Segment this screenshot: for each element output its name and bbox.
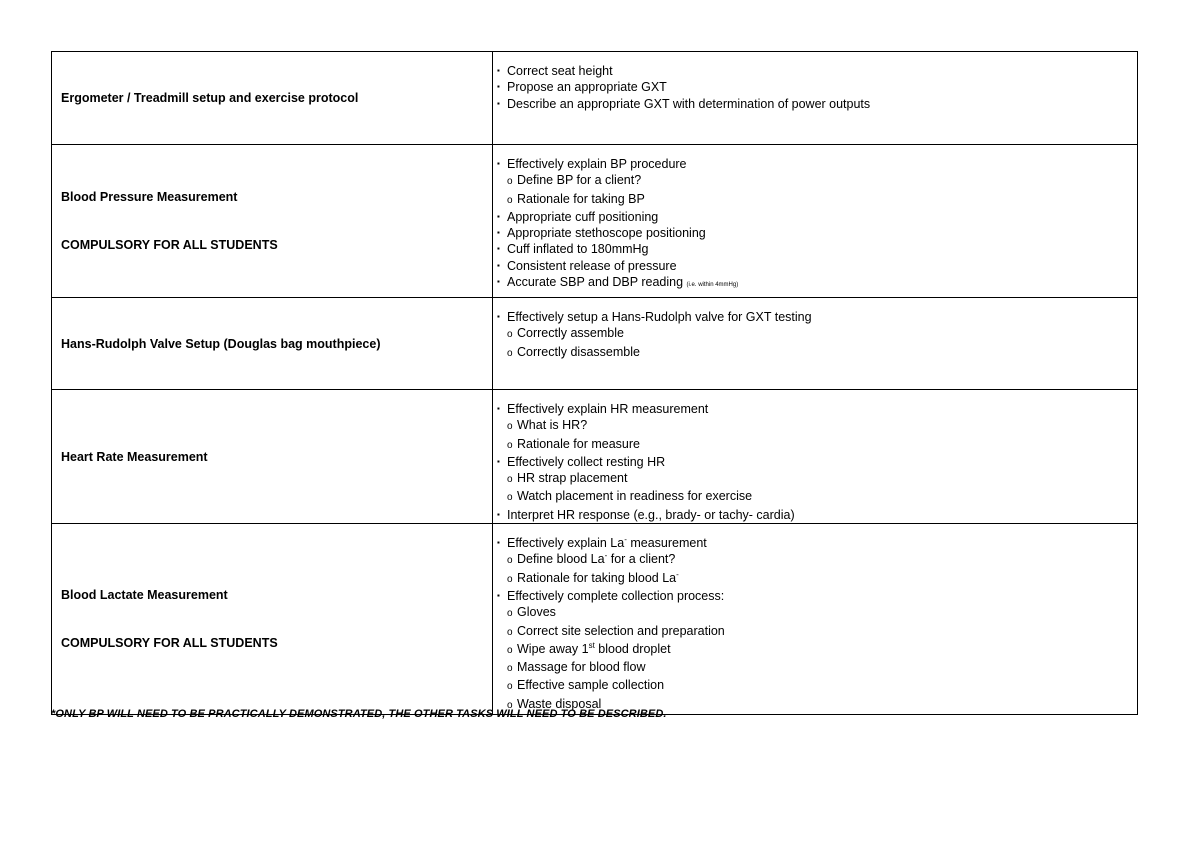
circle-bullet-icon: o [507, 421, 513, 433]
circle-bullet-icon: o [507, 347, 513, 359]
criteria-cell [493, 298, 1138, 390]
circle-bullet-icon: o [507, 555, 513, 567]
criteria-item [497, 454, 1137, 470]
task-title: Blood Pressure Measurement [61, 190, 238, 204]
criteria-cell [493, 390, 1138, 524]
criteria-item [497, 588, 1137, 604]
criteria-text: Effectively explain HR measurement [507, 402, 709, 416]
criteria-subitem [497, 641, 1137, 659]
criteria-text: Rationale for taking BP [517, 191, 645, 206]
criteria-text: Rationale for taking blood La [517, 570, 677, 585]
circle-bullet-icon: o [507, 176, 513, 188]
criteria-subitem [497, 191, 1137, 209]
criteria-text: Describe an appropriate GXT with determination of power outputs [507, 96, 871, 111]
table-row-heart-rate [52, 390, 1138, 524]
criteria-text: Correct seat height [507, 64, 613, 78]
criteria-item [497, 535, 1137, 551]
square-bullet-icon: ▪ [497, 211, 500, 221]
task-cell [52, 390, 493, 524]
square-bullet-icon: ▪ [497, 509, 500, 519]
criteria-item [497, 63, 1137, 79]
criteria-subitem [497, 623, 1137, 641]
circle-bullet-icon: o [507, 663, 513, 675]
criteria-text-continued: measurement [626, 536, 707, 551]
criteria-item [497, 401, 1137, 417]
circle-bullet-icon: o [507, 608, 513, 620]
footnote: *ONLY BP WILL NEED TO BE PRACTICALLY DEMONSTRATED, THE OTHER TASKS WILL NEED TO BE DESCRIBED. [51, 708, 667, 720]
square-bullet-icon: ▪ [497, 66, 500, 75]
superscript: - [604, 551, 608, 561]
square-bullet-icon: ▪ [497, 312, 500, 321]
criteria-cell [493, 524, 1138, 715]
criteria-note: (i.e. within 4mmHg) [686, 282, 739, 289]
square-bullet-icon: ▪ [497, 159, 500, 168]
criteria-text: Appropriate cuff positioning [507, 209, 659, 224]
criteria-text: Correct site selection and preparation [517, 623, 725, 638]
superscript: - [624, 534, 627, 544]
criteria-text: Cuff inflated to 180mmHg [507, 242, 649, 257]
square-bullet-icon: ▪ [497, 98, 500, 108]
task-cell [52, 298, 493, 390]
criteria-text: What is HR? [517, 418, 588, 433]
criteria-subitem [497, 570, 1137, 588]
criteria-item [497, 274, 1137, 293]
criteria-subitem [497, 659, 1137, 677]
criteria-text: Accurate SBP and DBP reading [507, 275, 684, 290]
criteria-text: Gloves [517, 605, 556, 620]
table-row-blood-pressure [52, 145, 1138, 298]
criteria-text: Rationale for measure [517, 436, 640, 451]
criteria-text: Effectively setup a Hans-Rudolph valve for GXT testing [507, 310, 812, 324]
criteria-list [497, 156, 1137, 293]
circle-bullet-icon: o [507, 699, 513, 711]
criteria-subitem [497, 470, 1137, 488]
square-bullet-icon: ▪ [497, 277, 500, 287]
criteria-subitem [497, 604, 1137, 622]
table-row-blood-lactate [52, 524, 1138, 715]
criteria-text: Wipe away 1 [517, 641, 589, 656]
criteria-list [497, 63, 1137, 112]
criteria-text-continued: blood droplet [594, 641, 671, 656]
criteria-text: HR strap placement [517, 471, 628, 486]
assessment-table [51, 51, 1138, 715]
circle-bullet-icon: o [507, 329, 513, 341]
table-row-ergometer [52, 52, 1138, 145]
task-title: Ergometer / Treadmill setup and exercise protocol [61, 91, 359, 105]
criteria-text: Watch placement in readiness for exercise [517, 489, 753, 504]
square-bullet-icon: ▪ [497, 590, 500, 600]
criteria-text: Effectively explain BP procedure [507, 157, 687, 171]
criteria-text: Waste disposal [517, 696, 602, 711]
criteria-text: Effective sample collection [517, 678, 665, 693]
circle-bullet-icon: o [507, 573, 513, 585]
criteria-text: Effectively collect resting HR [507, 454, 666, 469]
task-compulsory-note: COMPULSORY FOR ALL STUDENTS [61, 238, 278, 252]
task-title: Hans-Rudolph Valve Setup (Douglas bag mouthpiece) [61, 336, 381, 351]
criteria-text: Massage for blood flow [517, 660, 646, 675]
criteria-item [497, 156, 1137, 172]
task-title: Blood Lactate Measurement [61, 588, 228, 603]
circle-bullet-icon: o [507, 474, 513, 486]
criteria-list [497, 309, 1137, 362]
criteria-item [497, 225, 1137, 241]
task-cell [52, 145, 493, 298]
superscript: - [676, 569, 679, 579]
criteria-item [497, 96, 1137, 112]
circle-bullet-icon: o [507, 626, 513, 638]
square-bullet-icon: ▪ [497, 228, 500, 238]
criteria-subitem [497, 325, 1137, 343]
criteria-subitem [497, 417, 1137, 435]
circle-bullet-icon: o [507, 644, 513, 656]
criteria-text: Interpret HR response (e.g., brady- or tachy- cardia) [507, 507, 795, 522]
task-cell [52, 52, 493, 145]
criteria-text: Effectively explain La [507, 536, 625, 551]
square-bullet-icon: ▪ [497, 244, 500, 254]
criteria-item [497, 507, 1137, 523]
superscript: st [588, 640, 595, 650]
criteria-item [497, 209, 1137, 225]
task-title: Heart Rate Measurement [61, 449, 208, 464]
circle-bullet-icon: o [507, 439, 513, 451]
criteria-subitem [497, 436, 1137, 454]
task-cell [52, 524, 493, 715]
square-bullet-icon: ▪ [497, 456, 500, 466]
criteria-list [497, 535, 1137, 714]
criteria-text: Appropriate stethoscope positioning [507, 226, 706, 241]
criteria-text: Consistent release of pressure [507, 258, 677, 273]
criteria-cell [493, 145, 1138, 298]
criteria-item [497, 258, 1137, 274]
criteria-text: Define blood La [517, 552, 605, 567]
criteria-text: Propose an appropriate GXT [507, 80, 667, 95]
circle-bullet-icon: o [507, 492, 513, 504]
circle-bullet-icon: o [507, 194, 513, 206]
criteria-subitem [497, 677, 1137, 695]
square-bullet-icon: ▪ [497, 82, 500, 92]
square-bullet-icon: ▪ [497, 260, 500, 270]
criteria-item [497, 241, 1137, 257]
criteria-list [497, 401, 1137, 523]
task-compulsory-note: COMPULSORY FOR ALL STUDENTS [61, 636, 278, 651]
criteria-subitem [497, 551, 1137, 569]
criteria-text: Define BP for a client? [517, 173, 642, 188]
criteria-item [497, 79, 1137, 95]
criteria-text: Effectively complete collection process: [507, 588, 725, 603]
criteria-text: Correctly assemble [517, 326, 624, 341]
criteria-cell [493, 52, 1138, 145]
criteria-text-continued: for a client? [607, 552, 676, 567]
criteria-subitem [497, 488, 1137, 506]
criteria-subitem [497, 344, 1137, 362]
criteria-text: Correctly disassemble [517, 344, 640, 359]
square-bullet-icon: ▪ [497, 404, 500, 413]
table-row-hans-rudolph [52, 298, 1138, 390]
criteria-item [497, 309, 1137, 325]
criteria-subitem [497, 172, 1137, 190]
circle-bullet-icon: o [507, 681, 513, 693]
square-bullet-icon: ▪ [497, 538, 500, 548]
